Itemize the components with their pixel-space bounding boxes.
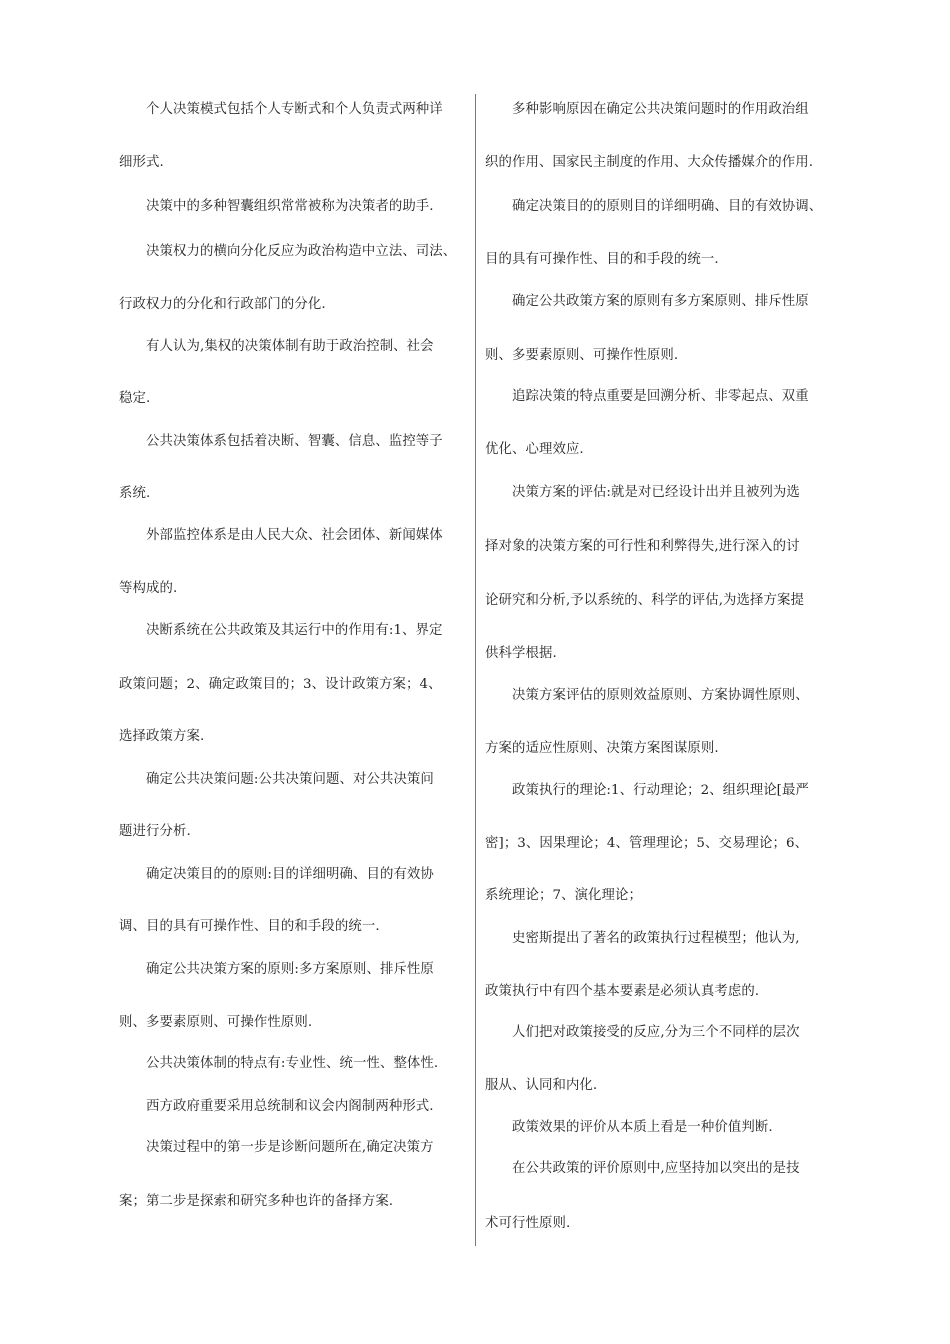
right-text-line: 政策效果的评价从本质上看是一种价值判断. bbox=[512, 1120, 773, 1135]
right-text-line: 多种影响原因在确定公共决策问题时的作用政治组 bbox=[512, 102, 809, 117]
left-text-line: 个人决策模式包括个人专断式和个人负责式两种详 bbox=[146, 102, 443, 117]
right-text-line: 系统理论；7、演化理论； bbox=[485, 888, 643, 903]
left-text-line: 选择政策方案. bbox=[119, 729, 205, 744]
right-text-line: 政策执行的理论:1、行动理论；2、组织理论[最严 bbox=[512, 783, 809, 798]
left-text-line: 政策问题；2、确定政策目的；3、设计政策方案；4、 bbox=[119, 677, 442, 692]
left-text-line: 外部监控体系是由人民大众、社会团体、新闻媒体 bbox=[146, 528, 443, 543]
right-text-line: 密]；3、因果理论；4、管理理论；5、交易理论；6、 bbox=[485, 836, 809, 851]
left-text-line: 决断系统在公共政策及其运行中的作用有:1、界定 bbox=[146, 623, 443, 638]
left-text-line: 细形式. bbox=[119, 155, 164, 170]
left-text-line: 公共决策体制的特点有:专业性、统一性、整体性. bbox=[146, 1056, 439, 1071]
right-text-line: 优化、心理效应. bbox=[485, 442, 584, 457]
left-text-line: 决策权力的横向分化反应为政治构造中立法、司法、 bbox=[146, 244, 457, 259]
right-text-line: 供科学根据. bbox=[485, 646, 557, 661]
left-text-line: 确定公共决策方案的原则:多方案原则、排斥性原 bbox=[146, 962, 434, 977]
right-text-line: 史密斯提出了著名的政策执行过程模型；他认为, bbox=[512, 931, 800, 946]
left-text-line: 案；第二步是探索和研究多种也许的备择方案. bbox=[119, 1194, 394, 1209]
left-text-line: 稳定. bbox=[119, 391, 151, 406]
left-text-line: 决策过程中的第一步是诊断问题所在,确定决策方 bbox=[146, 1140, 434, 1155]
left-text-line: 等构成的. bbox=[119, 581, 178, 596]
right-text-line: 服从、认同和内化. bbox=[485, 1078, 598, 1093]
left-text-line: 则、多要素原则、可操作性原则. bbox=[119, 1015, 313, 1030]
left-text-line: 系统. bbox=[119, 486, 151, 501]
right-text-line: 政策执行中有四个基本要素是必须认真考虑的. bbox=[485, 984, 760, 999]
right-text-line: 在公共政策的评价原则中,应坚持加以突出的是技 bbox=[512, 1161, 800, 1176]
left-text-line: 确定决策目的的原则:目的详细明确、目的有效协 bbox=[146, 867, 434, 882]
right-text-line: 论研究和分析,予以系统的、科学的评估,为选择方案提 bbox=[485, 593, 804, 608]
right-text-line: 决策方案评估的原则效益原则、方案协调性原则、 bbox=[512, 688, 809, 703]
left-text-line: 题进行分析. bbox=[119, 824, 191, 839]
right-text-line: 确定公共政策方案的原则有多方案原则、排斥性原 bbox=[512, 294, 809, 309]
left-text-line: 有人认为,集权的决策体制有助于政治控制、社会 bbox=[146, 339, 434, 354]
right-text-line: 织的作用、国家民主制度的作用、大众传播媒介的作用. bbox=[485, 155, 814, 170]
left-text-line: 行政权力的分化和行政部门的分化. bbox=[119, 297, 326, 312]
right-text-line: 择对象的决策方案的可行性和利弊得失,进行深入的讨 bbox=[485, 539, 800, 554]
right-text-line: 确定决策目的的原则目的详细明确、目的有效协调、 bbox=[512, 199, 823, 214]
left-text-line: 调、目的具有可操作性、目的和手段的统一. bbox=[119, 919, 380, 934]
right-text-line: 则、多要素原则、可操作性原则. bbox=[485, 348, 679, 363]
left-text-line: 决策中的多种智囊组织常常被称为决策者的助手. bbox=[146, 199, 434, 214]
right-text-line: 决策方案的评估:就是对已经设计出并且被列为选 bbox=[512, 485, 800, 500]
left-text-line: 确定公共决策问题:公共决策问题、对公共决策问 bbox=[146, 772, 434, 787]
left-text-line: 西方政府重要采用总统制和议会内阁制两种形式. bbox=[146, 1099, 434, 1114]
right-text-line: 术可行性原则. bbox=[485, 1216, 571, 1231]
left-text-line: 公共决策体系包括着决断、智囊、信息、监控等子 bbox=[146, 434, 443, 449]
column-divider bbox=[475, 94, 476, 1246]
right-text-line: 方案的适应性原则、决策方案图谋原则. bbox=[485, 741, 719, 756]
right-text-line: 人们把对政策接受的反应,分为三个不同样的层次 bbox=[512, 1025, 800, 1040]
right-text-line: 追踪决策的特点重要是回溯分析、非零起点、双重 bbox=[512, 389, 809, 404]
right-text-line: 目的具有可操作性、目的和手段的统一. bbox=[485, 252, 719, 267]
